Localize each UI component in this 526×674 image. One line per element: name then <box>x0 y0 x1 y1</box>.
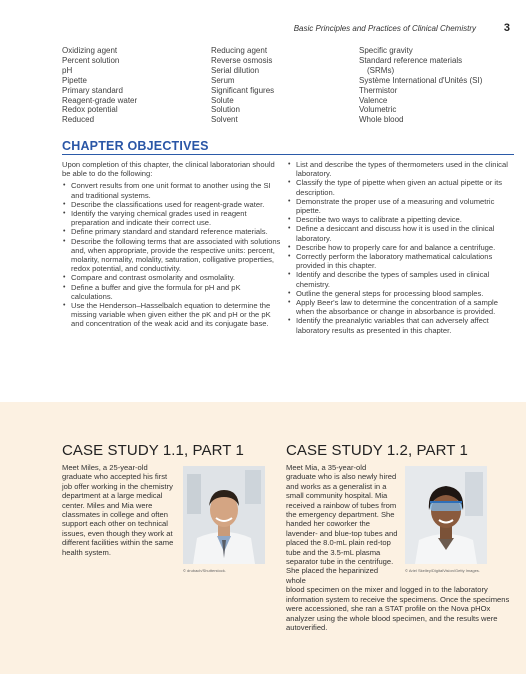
objective-item: • Demonstrate the proper use of a measuring and volumetric pipette. <box>288 196 495 216</box>
running-head <box>0 24 526 36</box>
objective-item: • Correctly perform the laboratory mathematical calculations provided in this chapter. <box>288 252 493 271</box>
mia-photo-credit: © Ariel Skelley/DigitalVision/Getty Images. <box>405 568 480 573</box>
objectives-list-right <box>287 160 515 335</box>
page-number: 3 <box>503 22 510 34</box>
key-terms-col-1 <box>62 46 212 125</box>
term: Serial dilution <box>211 65 260 75</box>
key-terms-col-3 <box>359 46 509 125</box>
term: Reagent-grade water <box>62 95 138 105</box>
bullet-icon: • <box>288 216 291 224</box>
bullet-icon: • <box>63 274 66 282</box>
objective-item: • Identify the varying chemical grades used in reagent preparation and indicate their correct use. <box>63 209 247 228</box>
term: Oxidizing agent <box>62 46 118 55</box>
objective-item: • Identify and describe the types of samples used in clinical chemistry. <box>288 270 490 289</box>
term: Primary standard <box>62 85 123 95</box>
term: Thermistor <box>359 85 398 95</box>
objective-item: • Describe the classifications used for reagent-grade water. <box>63 199 265 209</box>
bullet-icon: • <box>63 302 66 310</box>
objective-item: • Classify the type of pipette when given an actual pipette or its description. <box>288 178 502 197</box>
bullet-icon: • <box>63 228 66 236</box>
case-study-1-2-title: CASE STUDY 1.2, PART 1 <box>286 442 468 459</box>
term: Solvent <box>211 115 238 125</box>
objective-item: • Compare and contrast osmolarity and osmolality. <box>63 273 236 283</box>
miles-photo-credit: © drubach/Shutterstock. <box>183 568 226 573</box>
chapter-objectives-heading <box>62 137 514 155</box>
objective-item: • Define a desiccant and discuss how it is used in the clinical laboratory. <box>288 224 495 243</box>
bullet-icon: • <box>63 200 66 208</box>
objective-item: • List and describe the types of thermometers used in the clinical laboratory. <box>288 160 508 179</box>
miles-portrait-image <box>183 466 265 564</box>
term: Percent solution <box>62 55 120 65</box>
term: (SRMs) <box>367 65 395 75</box>
bullet-icon: • <box>288 299 291 307</box>
bullet-icon: • <box>63 283 66 291</box>
objective-item: • Convert results from one unit format to another using the SI and traditional systems. <box>63 181 271 200</box>
term: Significant figures <box>211 85 275 95</box>
bullet-icon: • <box>288 179 291 187</box>
term: Pipette <box>62 75 87 85</box>
objective-item: • Describe the following terms that are associated with solutions and, when appropriate, provide the respective units: percent, molarity, normality, molality, saturation, colligative properties, redox potential, and conductivity. <box>63 236 281 274</box>
objectives-list-left <box>62 181 282 328</box>
bullet-icon: • <box>288 243 291 251</box>
mia-photo <box>405 466 487 564</box>
term: Volumetric <box>359 105 397 115</box>
term: Reducing agent <box>211 46 268 55</box>
key-terms-col-2 <box>211 46 361 125</box>
bullet-icon: • <box>63 210 66 218</box>
miles-photo <box>183 466 265 564</box>
term: Solution <box>211 105 240 115</box>
term: Reduced <box>62 115 95 125</box>
term: Valence <box>359 95 388 105</box>
objective-item: • Use the Henderson–Hasselbalch equation to determine the missing variable when given either the pK and pH or the pK and concentration of the weak acid and its conjugate base. <box>63 301 271 329</box>
term: Specific gravity <box>359 46 413 55</box>
objective-item: • Define primary standard and standard reference materials. <box>63 227 268 237</box>
objective-item: • Describe how to properly care for and balance a centrifuge. <box>288 242 496 252</box>
objective-item: • Outline the general steps for processing blood samples. <box>288 288 484 298</box>
term: Système International d'Unités (SI) <box>359 75 483 85</box>
objective-item: • Identify the preanalytic variables that can adversely affect laboratory results as presented in this chapter. <box>288 316 489 335</box>
case-study-1-1-text: Meet Miles, a 25-year-old graduate who accepted his first job offer working in the chemistry department at a large medical center. Miles and Mia were classmates in college and often support each other on technical issues, even though they work at different facilities within the same health system. <box>62 463 174 557</box>
case-study-1-2-text-part-2: blood specimen on the mixer and logged in to the laboratory information system to receive the specimens. Once the specimens were accessioned, she ran a STAT profile on the Nova pHOx analyzer using the whole blood specimen, and the results were autoverified. <box>286 585 510 632</box>
running-head-title: Basic Principles and Practices of Clinical Chemistry <box>293 24 476 33</box>
term: Serum <box>211 75 235 85</box>
bullet-icon: • <box>288 197 291 205</box>
bullet-icon: • <box>63 237 66 245</box>
bullet-icon: • <box>288 271 291 279</box>
bullet-icon: • <box>288 225 291 233</box>
bullet-icon: • <box>63 182 66 190</box>
bullet-icon: • <box>288 161 291 168</box>
case-study-1-1-title: CASE STUDY 1.1, PART 1 <box>62 442 244 459</box>
term: pH <box>62 65 73 75</box>
objectives-left-column <box>62 160 282 329</box>
objective-item: • Define a buffer and give the formula for pH and pK calculations. <box>63 282 241 301</box>
objective-item: • Apply Beer's law to determine the concentration of a sample when the absorbance or change in absorbance is provided. <box>288 298 498 317</box>
term: Solute <box>211 95 234 105</box>
mia-portrait-image <box>405 466 487 564</box>
bullet-icon: • <box>288 253 291 261</box>
objectives-right-column <box>287 160 515 335</box>
bullet-icon: • <box>288 317 291 325</box>
case-study-1-2-text-part-1: Meet Mia, a 35-year-old graduate who is also newly hired and works as a generalist in a small community hospital. Mia received a rainbow of tubes from the emergency department. She handed her coworker the lavender- and blue-top tubes and placed the 8.0-mL plain red-top tube and the 3.5-mL plasma separator tube in the centrifuge. She placed the heparinized whole <box>286 463 398 585</box>
term: Redox potential <box>62 105 118 115</box>
chapter-objectives-title: CHAPTER OBJECTIVES <box>62 139 209 153</box>
objectives-intro: Upon completion of this chapter, the clinical laboratorian should be able to do the following: <box>62 160 275 179</box>
objective-item: • Describe two ways to calibrate a pipetting device. <box>288 215 462 225</box>
bullet-icon: • <box>288 289 291 297</box>
term: Reverse osmosis <box>211 55 273 65</box>
term: Standard reference materials <box>359 55 463 65</box>
term: Whole blood <box>359 115 404 125</box>
